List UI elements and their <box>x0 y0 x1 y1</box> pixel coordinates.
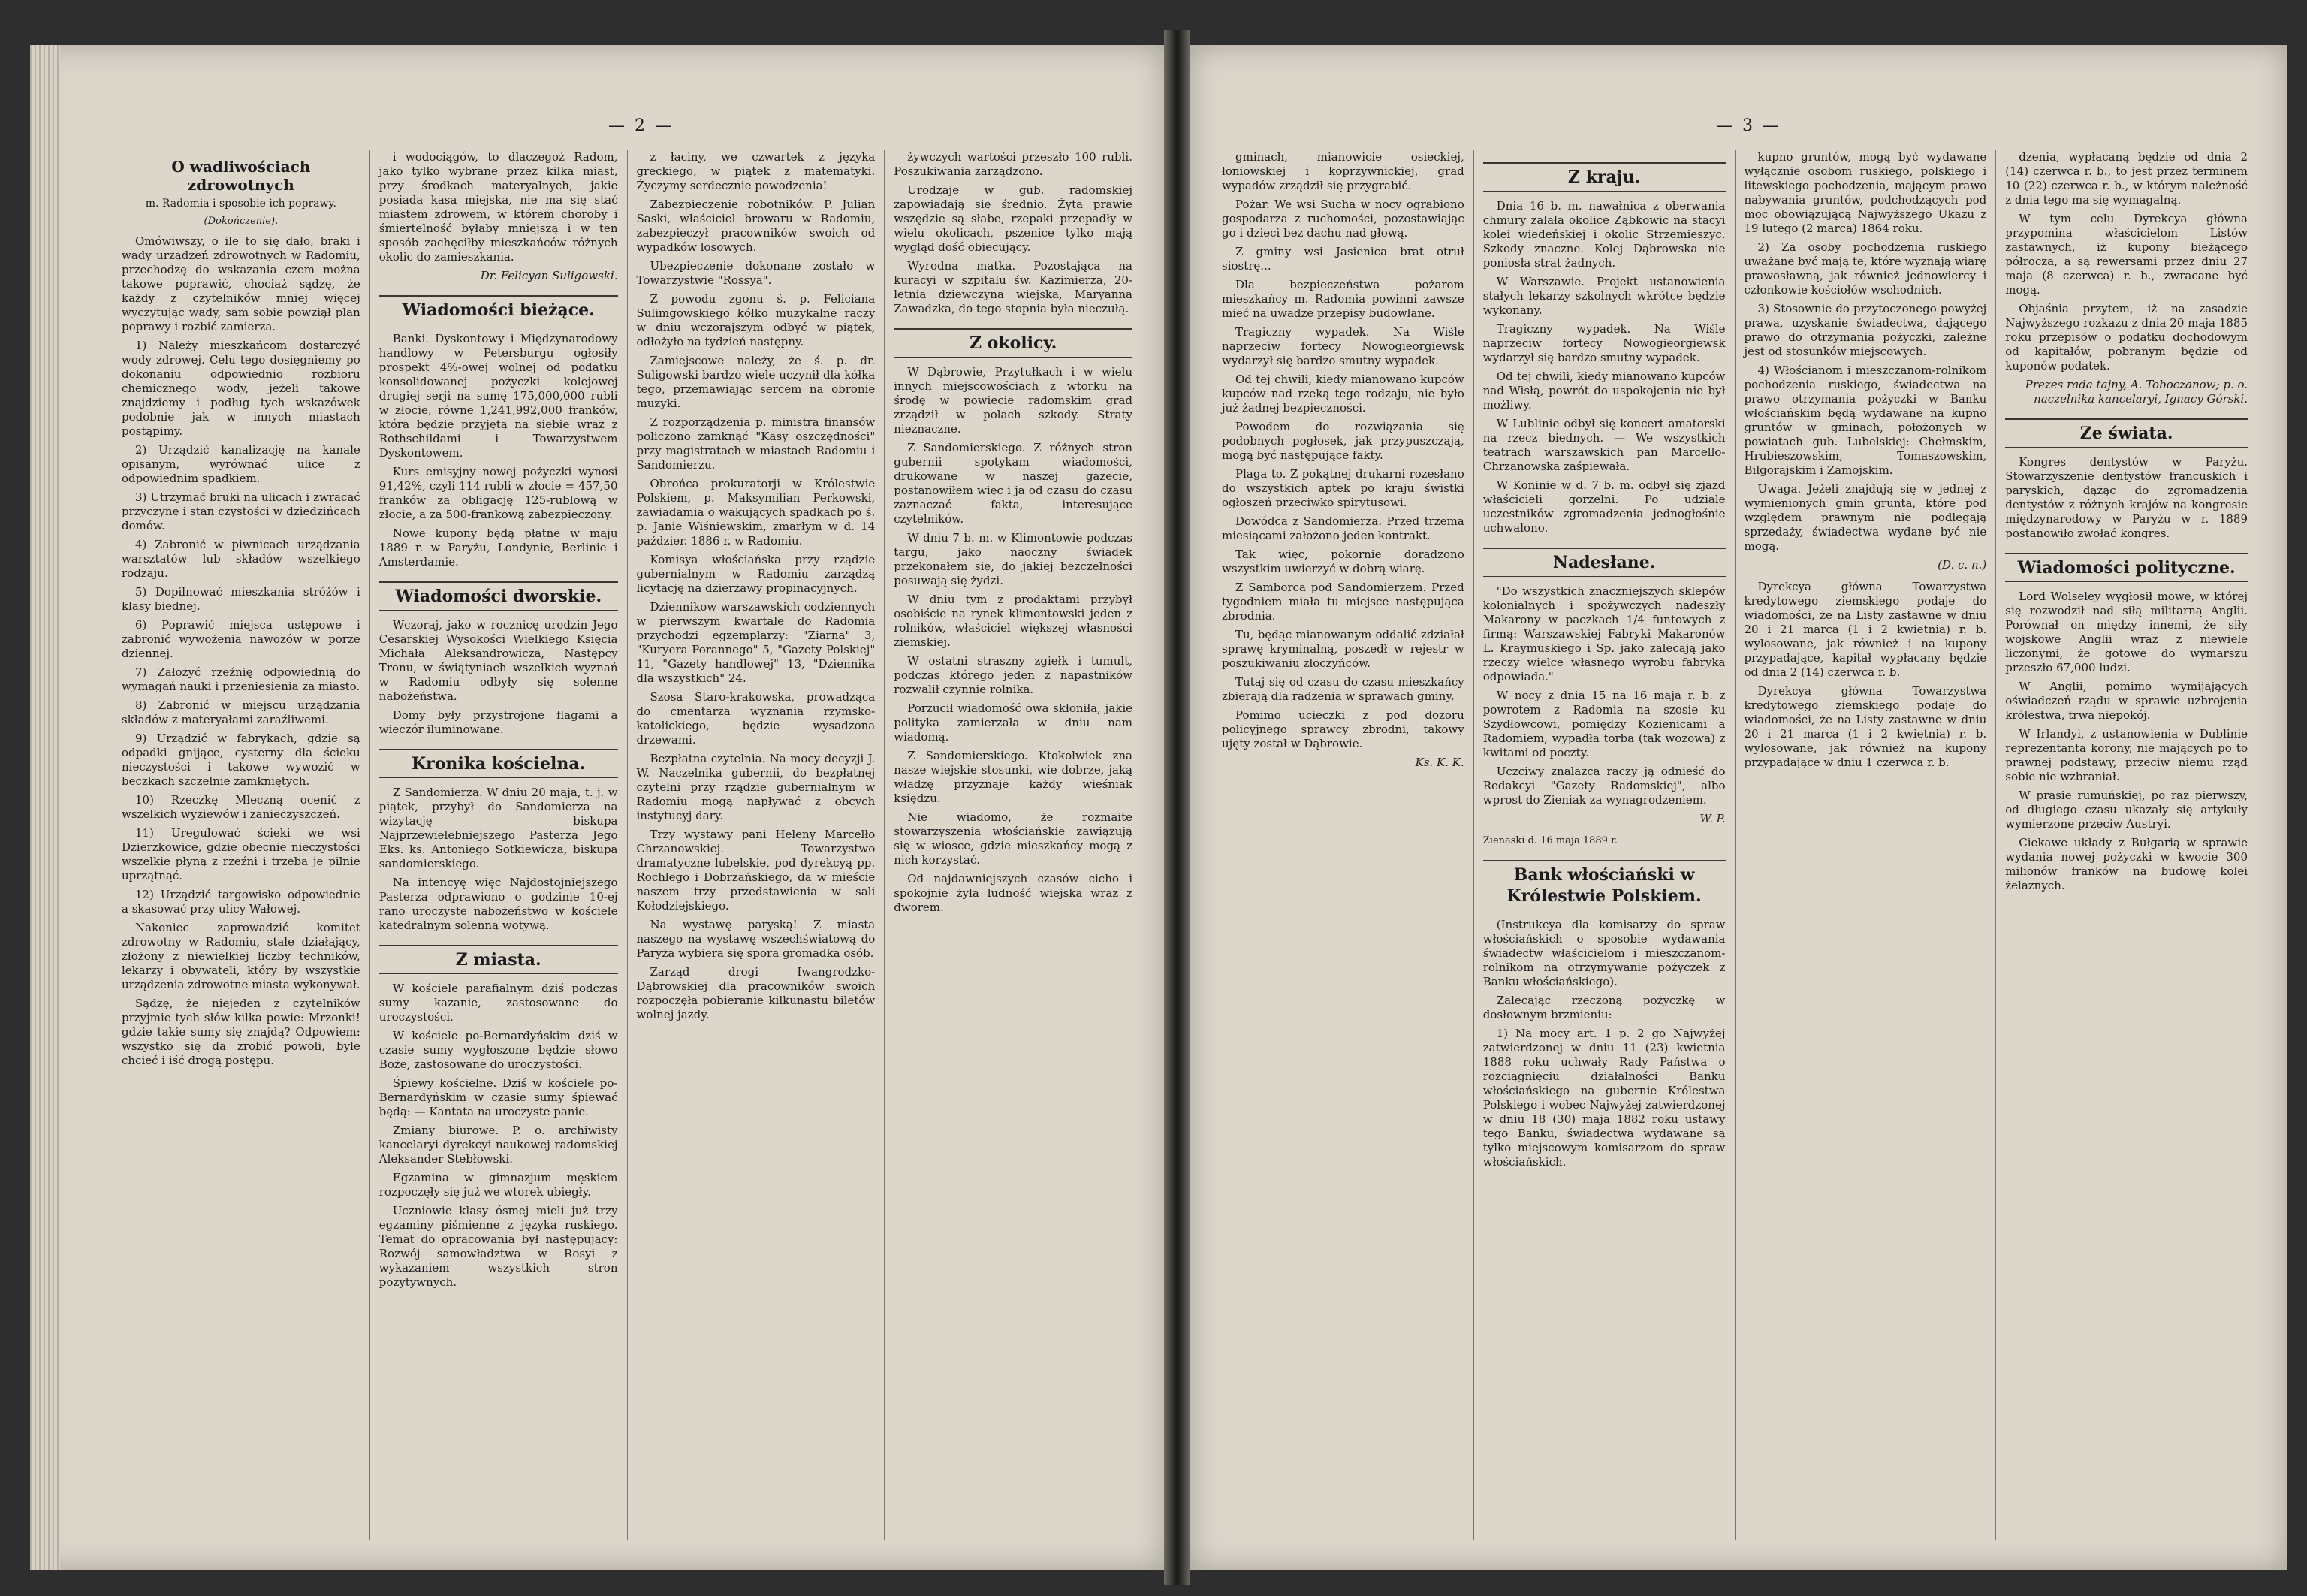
article-signature: (D. c. n.) <box>1938 558 1987 572</box>
paragraph: Tak więc, pokornie doradzono wszystkim uwierzyć w dobrą wiarę. <box>1222 548 1464 575</box>
paragraph: Ubezpieczenie dokonane zostało w Towarzystwie "Rossya". <box>636 259 876 287</box>
paragraph: Wczoraj, jako w rocznicę urodzin Jego Cesarskiej Wysokości Wielkiego Księcia Michała Aleksandrowicza, Następcy Tronu, w świątyniach wszelkich wyznań w Radomiu odbyły się solenne nabożeństwa. <box>378 618 618 703</box>
paragraph: "Do wszystkich znaczniejszych sklepów kolonialnych i spożywczych nadeszły Makarony w paczkach 1/4 funtowych z firmą: Warszawskiej Fabryki Makaronów L. Kraymuskiego i Sp. jako zalecają jako rzeczy wielce własnego wyrobu fabryka odpowiada." <box>1482 584 1726 683</box>
paragraph: Zamiejscowe należy, że ś. p. dr. Suligowski bardzo wiele uczynił dla kółka tego, przemawiając sercem na obronie muzyki. <box>636 354 876 410</box>
right-col-4 <box>1995 150 2257 1540</box>
paragraph: Dyrekcya główna Towarzystwa kredytowego ziemskiego podaje do wiadomości, że na Listy zastawne w dniu 20 i 21 marca (1 i 2 kwietnia) r. b. wylosowane, jak również i na kupony przypadające, kapitał wypłacany będzie od dnia 2 (14) czerwca r. b. <box>1744 580 1987 679</box>
paragraph: W dniu tym z prodaktami przybył osobiście na rynek klimontowski jeden z rolników, właściciel większej własności ziemskiej. <box>894 593 1132 649</box>
paragraph: 8) Zabronić w miejscu urządzania składów z materyałami zaraźliwemi. <box>122 698 360 726</box>
paragraph: 6) Poprawić miejsca ustępowe i zabronić wywożenia nawozów w porze dziennej. <box>122 618 360 660</box>
paragraph: Nowe kupony będą płatne w maju 1889 r. w Paryżu, Londynie, Berlinie i Amsterdamie. <box>378 526 618 569</box>
paragraph: Komisya włościańska przy rządzie gubernialnym w Radomiu zarządzą licytację na dzierżawy propinacyjnych. <box>636 553 876 595</box>
section-heading: Bank włościański w Królestwie Polskiem. <box>1483 860 1726 910</box>
paragraph: Plaga to. Z pokątnej drukarni rozesłano do wszystkich aptek po kraju świstki ogłoszeń przeciwko spirytusowi. <box>1222 467 1464 509</box>
paragraph: Lord Wolseley wygłosił mowę, w której się rozwodził nad siłą militarną Anglii. Porównał on między innemi, że siły wojskowe Anglii wraz z niewiele liczonymi, że gotowe do wymarszu przeszło 67,000 ludzi. <box>2005 590 2248 674</box>
paragraph: Tutaj się od czasu do czasu mieszkańcy zbierają dla radzenia w sprawach gminy. <box>1222 675 1464 703</box>
paragraph: Od najdawniejszych czasów cicho i spokojnie żyła ludność wiejska wraz z dworem. <box>894 872 1132 914</box>
paragraph: Uczniowie klasy ósmej mieli już trzy egzaminy piśmienne z języka ruskiego. Temat do opracowania był następujący: Rozwój samowładztwa w Rosyi z wykazaniem wszystkich stron pozytywnych. <box>378 1204 618 1289</box>
paragraph: 5) Dopilnować mieszkania stróżów i klasy biednej. <box>122 585 360 613</box>
article-date: Zienaski d. 16 maja 1889 r. <box>1482 835 1618 846</box>
paragraph: Porzucił wiadomość owa skłoniła, jakie polityka zamierzała w dniu nam wiadomą. <box>894 701 1132 744</box>
paragraph: Tragiczny wypadek. Na Wiśle naprzeciw fortecy Nowogieorgiewsk wydarzył się bardzo smutny wypadek. <box>1482 322 1726 364</box>
paragraph: żywczych wartości przeszło 100 rubli. Poszukiwania zarządzono. <box>894 150 1132 178</box>
paragraph: dzenia, wypłacaną będzie od dnia 2 (14) czerwca r. b., to jest przez terminem 10 (22) czerwca r. b., w którym należność z dnia tego ma się wymagalną. <box>2005 150 2248 207</box>
paragraph: 3) Stosownie do przytoczonego powyżej prawa, uzyskanie świadectwa, dającego prawo do otrzymania pożyczki, zależne jest od stosunków miejscowych. <box>1744 302 1987 358</box>
paragraph: 1) Na mocy art. 1 p. 2 go Najwyżej zatwierdzonej w dniu 11 (23) kwietnia 1888 roku uchwały Rady Państwa o rozciągnięciu działalności Banku włościańskiego na gubernie Królestwa Polskiego i wobec Najwyżej zatwierdzonej w dniu 18 (30) maja 1882 roku ustawy tego Banku, świadectwa wydawane są tylko miejscowym komisarzom do spraw włościańskich. <box>1482 1027 1726 1169</box>
paragraph: Na intencyę więc Najdostojniejszego Pasterza odprawiono o godzinie 10-ej rano uroczyste nabożeństwo w kościele katedralnym solenną wotywą. <box>378 876 618 932</box>
paragraph: gminach, mianowicie osieckiej, łoniowskiej i koprzywnickiej, grad wypadów zrządził się przygrabić. <box>1222 150 1464 192</box>
paragraph: 3) Utrzymać bruki na ulicach i zwracać przyczynę i stan czystości w dziedzińcach domów. <box>122 490 360 533</box>
paragraph: Zarząd drogi Iwangrodzko-Dąbrowskiej dla pracowników swoich rozpoczęła pobieranie kilkunastu biletów wolnej jazdy. <box>636 965 876 1021</box>
paragraph: Nie wiadomo, że rozmaite stowarzyszenia włościańskie zawiązują się w wiosce, gdzie mieszkańcy mogą z nich korzystać. <box>894 810 1132 867</box>
paragraph: Obrońca prokuratorji w Królestwie Polskiem, p. Maksymilian Perkowski, zawiadamia o wakujących spadkach po ś. p. Janie Wiśniewskim, zmarłym w d. 14 paździer. 1886 r. w Radomiu. <box>636 477 876 548</box>
paragraph: Z Samborca pod Sandomierzem. Przed tygodniem miała tu miejsce następująca zbrodnia. <box>1222 581 1464 623</box>
paragraph: (Instrukcya dla komisarzy do spraw włościańskich o sposobie wydawania świadectw właścicielom i mieszczanom-rolnikom na otrzymywanie pożyczek z Banku włościańskiego). <box>1482 918 1726 988</box>
paragraph: Kurs emisyjny nowej pożyczki wynosi 91,42%, czyli 114 rubli w złocie = 457,50 franków za obligację 125-rublową w złocie, a za 500-frankową zabezpieczony. <box>378 465 618 521</box>
paragraph: W Warszawie. Projekt ustanowienia stałych lekarzy szkolnych wkrótce będzie wykonany. <box>1482 275 1726 317</box>
section-heading: Z kraju. <box>1483 162 1726 192</box>
paragraph: 2) Za osoby pochodzenia ruskiego uważane być mają te, które wyznają wiarę prawosławną, jak również jednowiercy i członkowie kościołów wschodnich. <box>1744 240 1987 297</box>
paragraph: W ostatni straszny zgiełk i tumult, podczas którego jeden z napastników rozwalił czynnie rolnika. <box>894 654 1132 696</box>
left-page <box>30 45 1164 1570</box>
paragraph: W tym celu Dyrekcya główna przypomina właścicielom Listów zastawnych, iż kupony bieżącego półrocza, a są rewersami przez dniu 27 maja (8 czerwca) r. b., zwracane być mogą. <box>2005 212 2248 297</box>
paragraph: Omówiwszy, o ile to się dało, braki i wady urządzeń zdrowotnych w Radomiu, przechodzę do wskazania czem można takowe poprawić, chociaż sądzę, że każdy z czytelników mniej więcej wyczytując wady, sam sobie powziął plan poprawy i rozbić zamierza. <box>122 234 360 333</box>
paragraph: i wodociągów, to dlaczegoż Radom, jako tylko wybrane przez kilka miast, przy środkach materyalnych, jakie posiada kasa miejska, nie ma się stać miastem zdrowem, w którem choroby i śmiertelność byłaby mniejszą i w ten sposób zachęciłby mieszkańców różnych okolic do zamieszkania. <box>378 150 618 264</box>
paragraph: Szosa Staro-krakowska, prowadząca do cmentarza wyznania rzymsko-katolickiego, będzie wysadzona drzewami. <box>636 690 876 747</box>
paragraph: Bezpłatna czytelnia. Na mocy decyzji J. W. Naczelnika gubernii, do bezpłatnej czytelni przy rządzie gubernialnym w Radomiu mogą napływać z obcych instytucyj dary. <box>636 752 876 822</box>
section-heading: Kronika kościelna. <box>379 749 618 778</box>
paragraph: 11) Uregulować ścieki we wsi Dzierzkowice, gdzie obecnie nieczystości wszelkie płyną z rzeźni i trzeba je pilnie uprzątnąć. <box>122 826 360 882</box>
left-col-2 <box>369 150 627 1540</box>
paragraph: Domy były przystrojone flagami a wieczór iluminowane. <box>378 708 618 736</box>
article-title: O wadliwościach zdrowotnych <box>171 158 311 194</box>
paragraph: z łaciny, we czwartek z języka greckiego, w piątek z matematyki. Życzymy serdecznie powodzenia! <box>636 150 876 192</box>
article-signature: W. P. <box>1699 812 1726 825</box>
section-heading: Z miasta. <box>379 945 618 974</box>
article-signature: Prezes rada tajny, A. Toboczanow; p. o. naczelnika kancelaryi, Ignacy Górski. <box>2025 378 2248 406</box>
left-col-1 <box>113 150 369 1540</box>
paragraph: Zmiany biurowe. P. o. archiwisty kancelaryi dyrekcyi naukowej radomskiej Aleksander Stebłowski. <box>378 1124 618 1166</box>
paragraph: 4) Włościanom i mieszczanom-rolnikom pochodzenia ruskiego, świadectwa na prawo otrzymania pożyczki w Banku włościańskim będą wydawane na kupno gruntów w gminach, położonych w powiatach gub. Lubelskiej: Chełmskim, Hrubieszowskim, Tomaszowskim, Biłgorajskim i Zamojskim. <box>1744 364 1987 477</box>
paragraph: Dla bezpieczeństwa pożarom mieszkańcy m. Radomia powinni zawsze mieć na uwadze przepisy budowlane. <box>1222 278 1464 320</box>
paragraph: Powodem do rozwiązania się podobnych pogłosek, jak przypuszczają, mogą być następujące fakty. <box>1222 420 1464 462</box>
paragraph: Uwaga. Jeżeli znajdują się w jednej z wymienionych gmin grunta, które pod względem prawnym nie podlegają sprzedaży, świadectwa wydane być nie mogą. <box>1744 482 1987 553</box>
paragraph: W Anglii, pomimo wymijających oświadczeń rządu w sprawie uzbrojenia królestwa, trwa niepokój. <box>2005 680 2248 722</box>
right-col-3 <box>1735 150 1996 1540</box>
paragraph: Na wystawę paryską! Z miasta naszego na wystawę wszechświatową do Paryża wybiera się spora gromadka osób. <box>636 918 876 960</box>
paragraph: Ciekawe układy z Bułgarią w sprawie wydania nowej pożyczki w kwocie 300 milionów franków na budowę kolei żelaznych. <box>2005 836 2248 892</box>
paragraph: W nocy z dnia 15 na 16 maja r. b. z powrotem z Radomia na szosie ku Szydłowcowi, pomiędzy Kozienicami a Radomiem, wypadła torba (tak wozowa) z kwitami od poczty. <box>1482 689 1726 759</box>
paragraph: W prasie rumuńskiej, po raz pierwszy, od długiego czasu ukazały się artykuły wymierzone przeciw Austryi. <box>2005 789 2248 831</box>
paragraph: Tragiczny wypadek. Na Wiśle naprzeciw fortecy Nowogieorgiewsk wydarzył się bardzo smutny wypadek. <box>1222 325 1464 367</box>
paragraph: Pomimo ucieczki z pod dozoru policyjnego sprawcy zbrodni, takowy ujęty został w Dąbrowie. <box>1222 708 1464 750</box>
section-heading: Wiadomości dworskie. <box>379 581 618 611</box>
left-page-columns <box>113 150 1141 1540</box>
paragraph: Pożar. We wsi Sucha w nocy ograbiono gospodarza z ruchomości, pozostawiając go i dzieci bez dachu nad głową. <box>1222 198 1464 240</box>
paragraph: 7) Założyć rzeźnię odpowiednią do wymagań nauki i przeniesienia za miasto. <box>122 665 360 693</box>
section-heading: Wiadomości polityczne. <box>2005 553 2248 582</box>
article-signature: Dr. Felicyan Suligowski. <box>480 269 618 282</box>
paragraph: Uczciwy znalazca raczy ją odnieść do Redakcyi "Gazety Radomskiej", albo wprost do Zieniak za wynagrodzeniem. <box>1482 765 1726 807</box>
paragraph: Z Sandomierskiego. Z różnych stron gubernii spotykam wiadomości, drukowane w naszej gazecie, postanowiłem więc i ja od czasu do czasu zaznaczać fakta, interesujące czytelników. <box>894 441 1132 526</box>
paragraph: Z Sandomierskiego. Ktokolwiek zna nasze wiejskie stosunki, wie dobrze, jaką władzę przyznaje każdy wieśniak księdzu. <box>894 749 1132 805</box>
paragraph: Dowódca z Sandomierza. Przed trzema miesiącami założono jeden kontrakt. <box>1222 514 1464 542</box>
section-heading: Z okolicy. <box>894 328 1132 358</box>
paragraph: Wyrodna matka. Pozostająca na kuracyi w szpitalu św. Kazimierza, 20-letnia dziewczyna wiejska, Maryanna Zawadzka, do tego stopnia była nieczułą. <box>894 259 1132 315</box>
paragraph: 1) Należy mieszkańcom dostarczyć wody zdrowej. Celu tego dosięgniemy po dokonaniu odpowiednio rozbioru chemicznego wody, jeżeli takowe znajdziemy i podług tych wskazówek podobnie jak w innych miastach postąpimy. <box>122 339 360 438</box>
paragraph: Egzamina w gimnazjum męskiem rozpoczęły się już we wtorek ubiegły. <box>378 1171 618 1199</box>
book-gutter <box>1164 30 1190 1585</box>
right-page <box>1190 45 2287 1570</box>
right-col-2 <box>1473 150 1735 1540</box>
paragraph: Nakoniec zaprowadzić komitet zdrowotny w Radomiu, stale działający, złożony z niewielkiej liczby techników, lekarzy i obywateli, który by wszystkie urządzenia zdrowotne miasta wykonywał. <box>122 921 360 991</box>
paragraph: W Dąbrowie, Przytułkach i w wielu innych miejscowościach z wtorku na środę w powiecie radomskim grad zrządził w polach szkody. Straty nieznaczne. <box>894 365 1132 436</box>
article-note: (Dokończenie). <box>204 216 279 227</box>
paragraph: Od tej chwili, kiedy mianowano kupców nad Wisłą, powrót do uspokojenia nie był możliwy. <box>1482 370 1726 412</box>
paragraph: Od tej chwili, kiedy mianowano kupców kupców nad rzeką tego rodzaju, nie było już żadnej bezpieczności. <box>1222 373 1464 415</box>
paragraph: Zabezpieczenie robotników. P. Julian Saski, właściciel browaru w Radomiu, zabezpieczył pracowników swoich od wypadków losowych. <box>636 198 876 254</box>
paragraph: 10) Rzeczkę Mleczną ocenić z wszelkich wyziewów i zanieczyszczeń. <box>122 793 360 821</box>
paragraph: W Koninie w d. 7 b. m. odbył się zjazd właścicieli gorzelni. Po udziale uczestników zgromadzenia jednogłośnie uchwalono. <box>1482 478 1726 535</box>
paragraph: kupno gruntów, mogą być wydawane wyłącznie osobom ruskiego, polskiego i litewskiego pochodzenia, mającym prawo nabywania gruntów, podchodzących pod moc obowiązującą Najwyższego Ukazu z 19 lutego (2 marca) 1864 roku. <box>1744 150 1987 235</box>
paragraph: 2) Urządzić kanalizację na kanale opisanym, wyrównać ulice z odpowiednim spadkiem. <box>122 443 360 485</box>
section-heading: Nadesłane. <box>1483 548 1726 577</box>
paragraph: Trzy wystawy pani Heleny Marcelło Chrzanowskiej. Towarzystwo dramatyczne lubelskie, pod dyrekcyą pp. Rochlego i Dobrzańskiego, da w mieście naszem trzy przedstawienia w sali Kołodziejskiego. <box>636 828 876 913</box>
paragraph: Urodzaje w gub. radomskiej zapowiadają się średnio. Żyta prawie wszędzie są słabe, rzepaki przepadły w wielu okolicach, pszenice tylko mają wygląd dość obiecujący. <box>894 183 1132 254</box>
paragraph: Z Sandomierza. W dniu 20 maja, t. j. w piątek, przybył do Sandomierza na wizytację biskupa Najprzewielebniejszego Pasterza Jego Eks. ks. Antoniego Sotkiewicza, biskupa sandomierskiego. <box>378 786 618 870</box>
paragraph: Tu, będąc mianowanym oddalić zdziałał sprawę kryminalną, poszedł w rejestr w poszukiwaniu złoczyńców. <box>1222 628 1464 670</box>
paragraph: Z gminy wsi Jasienica brat otruł siostrę... <box>1222 245 1464 273</box>
paragraph: Dnia 16 b. m. nawałnica z oberwania chmury zalała okolice Ząbkowic na stacyi kolei wiedeńskiej i okolic Strzemieszyc. Szkody znaczne. Kolej Dąbrowska nie poniosła strat żadnych. <box>1482 199 1726 270</box>
paragraph: Sądzę, że niejeden z czytelników przyjmie tych słów kilka powie: Mrzonki! gdzie takie sumy się znajdą? Odpowiem: wszystko się da zrobić powoli, byle chcieć i iść drogą postępu. <box>122 997 360 1067</box>
section-heading: Wiadomości bieżące. <box>379 295 618 324</box>
paragraph: W Irlandyi, z ustanowienia w Dublinie reprezentanta korony, nie mających po to prawnej podstawy, przeciw niemu rząd sobie nie wzbraniał. <box>2005 727 2248 783</box>
article-subtitle: m. Radomia i sposobie ich poprawy. <box>145 198 337 210</box>
paragraph: W dniu 7 b. m. w Klimontowie podczas targu, jako naoczny świadek przekonałem się, do jakiej bezczelności posuwają się żydzi. <box>894 531 1132 587</box>
paragraph: W Lublinie odbył się koncert amatorski na rzecz biednych. — We wszystkich teatrach warszawskich pan Marcello-Chrzanowska zaśpiewała. <box>1482 417 1726 473</box>
paragraph: W kościele po-Bernardyńskim dziś w czasie sumy wygłoszone będzie słowo Boże, zastosowane do uroczystości. <box>378 1029 618 1071</box>
page-stack-edge <box>30 45 60 1570</box>
paragraph: Z powodu zgonu ś. p. Feliciana Sulimgowskiego kółko muzykalne raczy w dniu wczorajszym odbyć w piątek, odłożyło na tydzień następny. <box>636 292 876 348</box>
page-number-left: — 2 — <box>608 116 674 135</box>
paragraph: Zalecając rzeczoną pożyczkę w dosłownym brzmieniu: <box>1482 994 1726 1021</box>
paragraph: Z rozporządzenia p. ministra finansów policzono zamknąć "Kasy oszczędności" przy magistratach w miastach Radomiu i Sandomierzu. <box>636 415 876 472</box>
paragraph: Objaśnia przytem, iż na zasadzie Najwyższego rozkazu z dnia 20 maja 1885 roku przepisów o podatku dochodowym od kapitałów, pobranym będzie od kuponów podatek. <box>2005 302 2248 373</box>
article-signature: Ks. K. K. <box>1415 756 1464 769</box>
paragraph: Dziennikow warszawskich codziennych w pierwszym kwartale do Radomia przychodzi egzemplarzy: "Ziarna" 3, "Kuryera Porannego" 5, "Gazety Polskiej" 11, "Gazety handlowej" 13, "Dziennika dla wszystkich" 24. <box>636 600 876 685</box>
paragraph: 4) Zabronić w piwnicach urządzania warsztatów lub składów wszelkiego rodzaju. <box>122 538 360 580</box>
paragraph: Dyrekcya główna Towarzystwa kredytowego ziemskiego podaje do wiadomości, że na Listy zastawne w dniu 20 i 21 marca (1 i 2 kwietnia) r. b. wylosowane, jak również na kupony przypadające w dniu 1 czerwca r. b. <box>1744 684 1987 769</box>
left-col-3 <box>627 150 885 1540</box>
paragraph: 12) Urządzić targowisko odpowiednie a skasować przy ulicy Wałowej. <box>122 888 360 916</box>
paragraph: Śpiewy kościelne. Dziś w kościele po-Bernardyńskim w czasie sumy śpiewać będą: — Kantata na uroczyste panie. <box>378 1076 618 1118</box>
left-col-4 <box>884 150 1141 1540</box>
right-page-columns <box>1213 150 2257 1540</box>
paragraph: 9) Urządzić w fabrykach, gdzie są odpadki gnijące, cysterny dla ścieku nieczystości i takowe wywozić w beczkach szczelnie zamkniętych. <box>122 732 360 788</box>
paragraph: Kongres dentystów w Paryżu. Stowarzyszenie dentystów francuskich i paryskich, dążąc do zgromadzenia dentystów z różnych krajów na kongresie międzynarodowy w Paryżu w r. 1889 postanowiło zwołać kongres. <box>2005 455 2248 540</box>
paragraph: W kościele parafialnym dziś podczas sumy kazanie, zastosowane do uroczystości. <box>378 982 618 1024</box>
page-number-right: — 3 — <box>1716 116 1781 135</box>
paragraph: Banki. Dyskontowy i Międzynarodowy handlowy w Petersburgu ogłosiły prospekt 4%-owej wolnej od podatku konsolidowanej pożyczki kolejowej drugiej serji na sumę 175,000,000 rubli w złocie, równe 1,241,992,000 franków, która będzie przyjętą na siebie wraz z Rothschildami i Towarzystwem Dyskontowem. <box>378 332 618 460</box>
right-col-1 <box>1213 150 1473 1540</box>
section-heading: Ze świata. <box>2005 418 2248 448</box>
